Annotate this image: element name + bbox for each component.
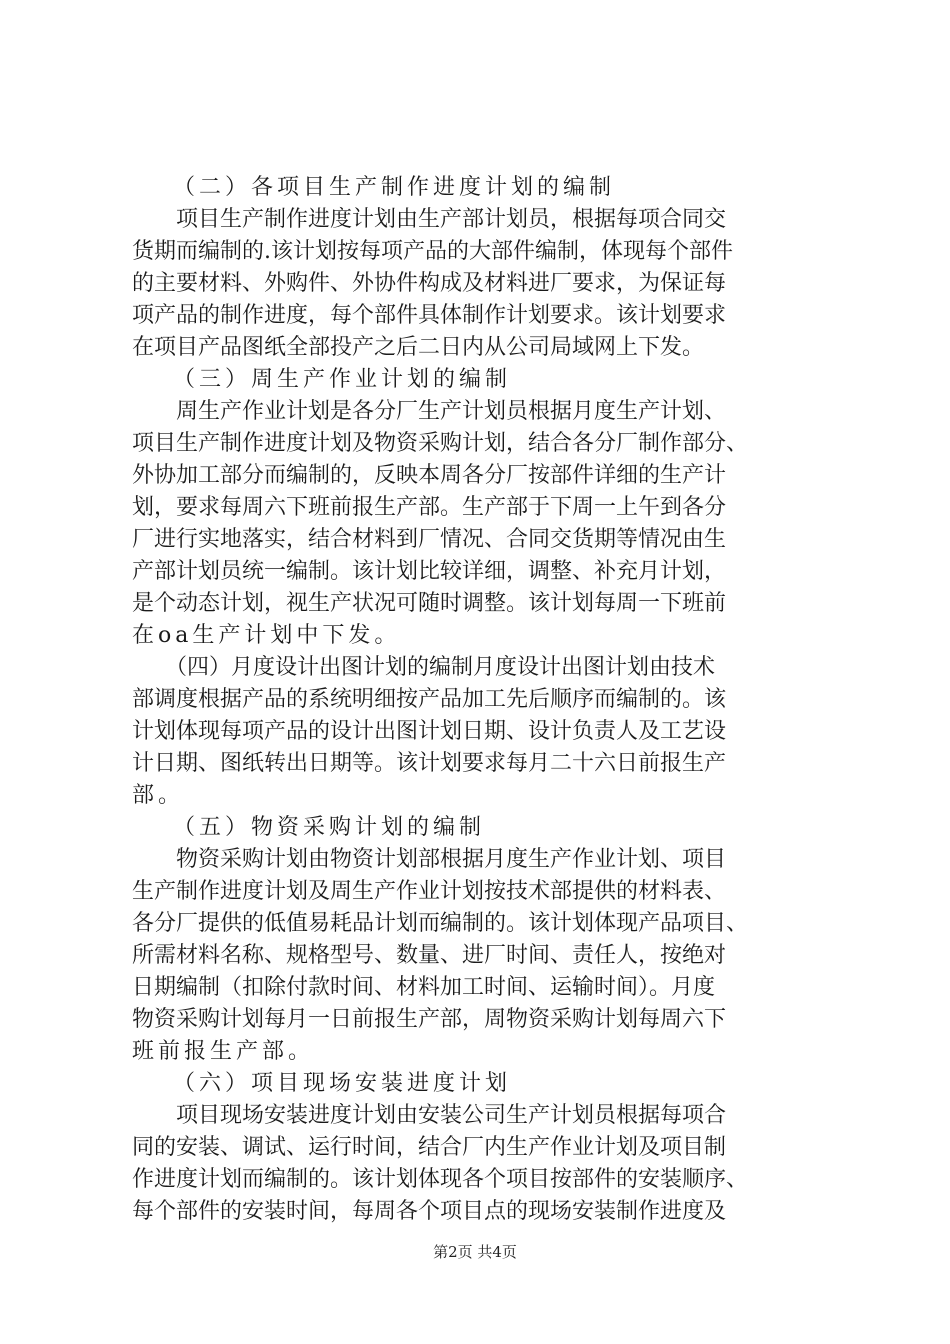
document-body <box>132 172 832 1228</box>
text-line: 在oa生产计划中下发。 <box>132 623 401 648</box>
text-line: 日期编制（扣除付款时间、材料加工时间、运输时间）。月度 <box>132 975 716 1000</box>
text-line: 同的安装、调试、运行时间，结合厂内生产作业计划及项目制 <box>132 1135 727 1160</box>
text-line: 货期而编制的.该计划按每项产品的大部件编制，体现每个部件 <box>132 239 733 264</box>
text-line: 产部计划员统一编制。该计划比较详细，调整、补充月计划， <box>132 559 727 584</box>
text-line: 周生产作业计划是各分厂生产计划员根据月度生产计划、 <box>132 399 727 424</box>
text-line: （三）周生产作业计划的编制 <box>132 367 512 392</box>
text-line: 班前报生产部。 <box>132 1039 315 1064</box>
text-line: 项目生产制作进度计划及物资采购计划，结合各分厂制作部分、 <box>132 431 749 456</box>
text-line: 物资采购计划由物资计划部根据月度生产作业计划、项目 <box>132 847 727 872</box>
text-line: 外协加工部分而编制的，反映本周各分厂按部件详细的生产计 <box>132 463 727 488</box>
text-line: （四）月度设计出图计划的编制月度设计出图计划由技术 <box>132 655 716 680</box>
text-line: 厂进行实地落实，结合材料到厂情况、合同交货期等情况由生 <box>132 527 727 552</box>
text-line: 项目生产制作进度计划由生产部计划员，根据每项合同交 <box>132 207 727 232</box>
text-line: 作进度计划而编制的。该计划体现各个项目按部件的安装顺序、 <box>132 1167 749 1192</box>
text-line: 计划体现每项产品的设计出图计划日期、设计负责人及工艺设 <box>132 719 727 744</box>
text-line: 项产品的制作进度，每个部件具体制作计划要求。该计划要求 <box>132 303 727 328</box>
text-line: 各分厂提供的低值易耗品计划而编制的。该计划体现产品项目、 <box>132 911 749 936</box>
page-footer: 第2页 共4页 <box>433 1243 517 1261</box>
text-line: 在项目产品图纸全部投产之后二日内从公司局域网上下发。 <box>132 335 705 360</box>
text-line: （五）物资采购计划的编制 <box>132 815 486 840</box>
text-line: 是个动态计划，视生产状况可随时调整。该计划每周一下班前 <box>132 591 727 616</box>
text-line: （六）项目现场安装进度计划 <box>132 1071 512 1096</box>
text-line: 生产制作进度计划及周生产作业计划按技术部提供的材料表、 <box>132 879 727 904</box>
text-line: 项目现场安装进度计划由安装公司生产计划员根据每项合 <box>132 1103 727 1128</box>
text-line: 部。 <box>132 783 185 808</box>
text-line: 物资采购计划每月一日前报生产部，周物资采购计划每周六下 <box>132 1007 727 1032</box>
text-line: 的主要材料、外购件、外协件构成及材料进厂要求，为保证每 <box>132 271 727 296</box>
text-line: （二）各项目生产制作进度计划的编制 <box>132 175 616 200</box>
text-line: 划，要求每周六下班前报生产部。生产部于下周一上午到各分 <box>132 495 727 520</box>
text-line: 所需材料名称、规格型号、数量、进厂时间、责任人，按绝对 <box>132 943 727 968</box>
text-line: 计日期、图纸转出日期等。该计划要求每月二十六日前报生产 <box>132 751 727 776</box>
text-line: 每个部件的安装时间，每周各个项目点的现场安装制作进度及 <box>132 1199 727 1224</box>
text-line: 部调度根据产品的系统明细按产品加工先后顺序而编制的。该 <box>132 687 727 712</box>
